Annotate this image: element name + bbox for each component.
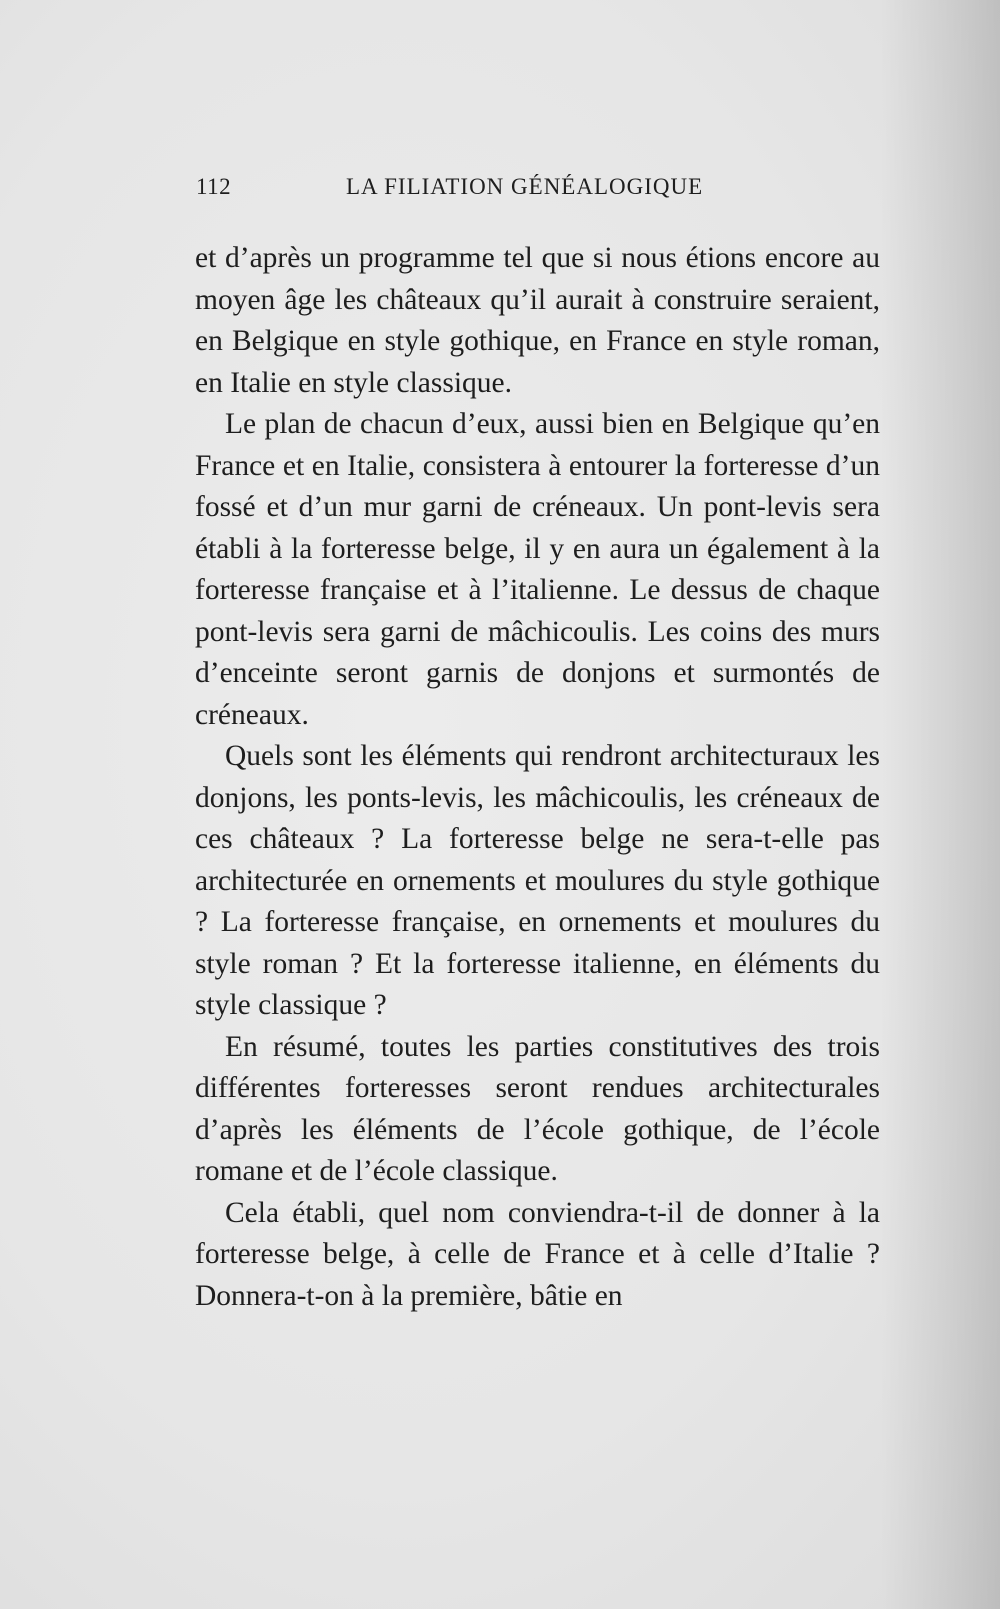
- paragraph-continuation: et d’après un programme tel que si nous étions encore au moyen âge les châteaux qu’il aurait à construire seraient, en Belgique en style gothique, en France en style roman, en Italie en style classique.: [195, 242, 880, 399]
- running-title: LA FILIATION GÉNÉALOGIQUE: [346, 174, 704, 199]
- page-number: 112: [196, 174, 232, 199]
- paragraph: Le plan de chacun d’eux, aussi bien en Belgique qu’en France et en Italie, consistera à entourer la forteresse d’un fossé et d’un mur garni de créneaux. Un pont-levis sera établi à la forteresse belge, il y en aura un également à la forteresse française et à l’italienne. Le dessus de chaque pont-levis sera garni de mâchicoulis. Les coins des murs d’enceinte seront garnis de donjons et surmontés de créneaux.: [195, 408, 880, 731]
- paragraph: Cela établi, quel nom conviendra-t-il de donner à la forteresse belge, à celle de France et à celle d’Italie ? Donnera-t-on à la première, bâtie en: [195, 1196, 880, 1312]
- body-text: [195, 238, 880, 1317]
- paragraph: En résumé, toutes les parties constitutives des trois différentes forteresses seront rendues architecturales d’après les éléments de l’école gothique, de l’école romane et de l’école classique.: [195, 1030, 880, 1187]
- paragraph: Quels sont les éléments qui rendront architecturaux les donjons, les ponts-levis, les mâchicoulis, les créneaux de ces châteaux ? La forteresse belge ne sera-t-elle pas architecturée en ornements et moulures du style gothique ? La forteresse française, en ornements et moulures du style roman ? Et la forteresse italienne, en éléments du style classique ?: [195, 740, 880, 1021]
- running-head: [196, 170, 882, 206]
